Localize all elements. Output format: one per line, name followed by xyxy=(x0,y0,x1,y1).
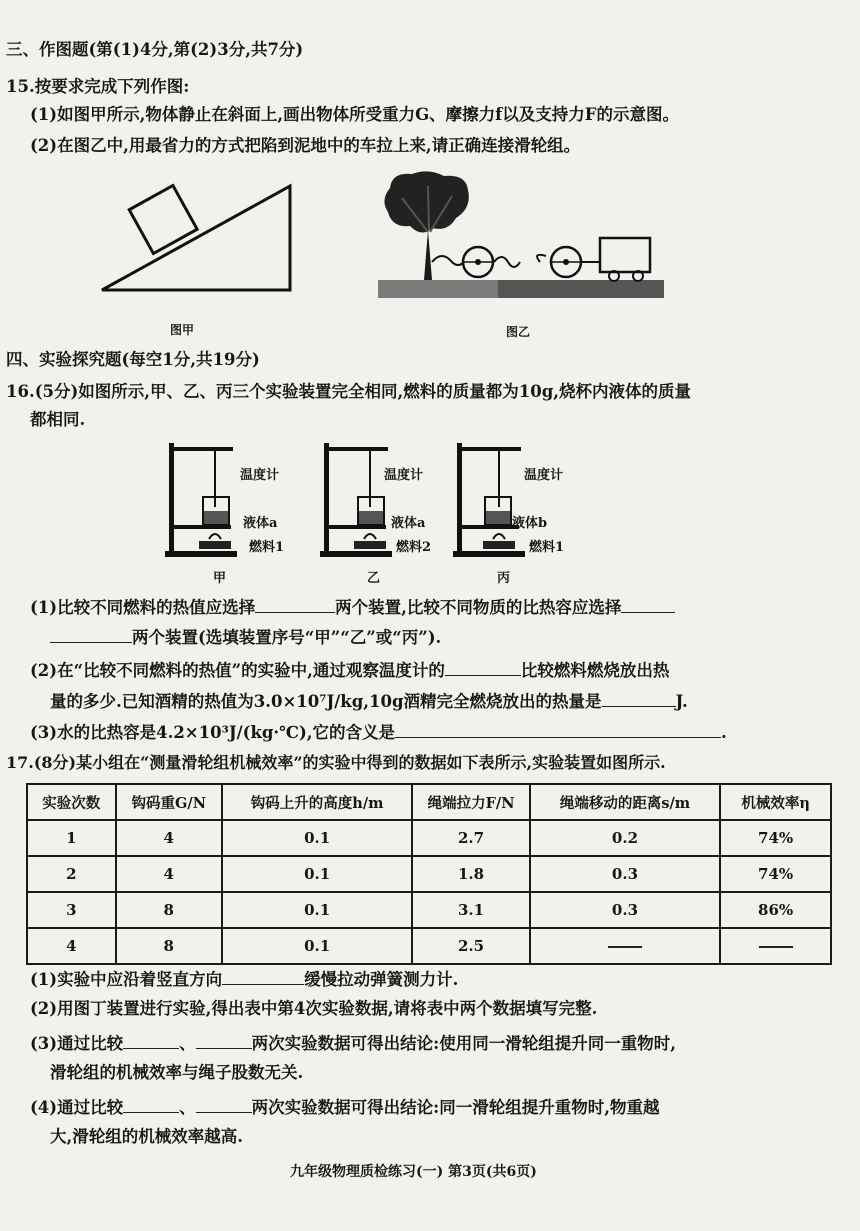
answer-blank-17-4a[interactable] xyxy=(123,1094,179,1113)
question-17-part4 xyxy=(30,1094,659,1120)
q16-2-text-b: 比较燃料燃烧放出热 xyxy=(520,661,670,680)
apparatus-bing-liquid-label: 液体b xyxy=(512,516,548,531)
section4-title: 四、实验探究题(每空1分,共19分) xyxy=(6,350,260,369)
table-header: 机械效率η xyxy=(720,784,831,820)
answer-blank-16-3[interactable] xyxy=(395,719,721,738)
table-cell: 74% xyxy=(720,820,831,856)
table-cell: 2.5 xyxy=(412,928,529,964)
q17-3-text-a: (3)通过比较 xyxy=(30,1034,124,1053)
apparatus-jia xyxy=(165,443,245,558)
apparatus-bing xyxy=(453,443,533,558)
answer-blank-16-2b[interactable] xyxy=(602,688,676,707)
apparatus-yi-thermometer-label: 温度计 xyxy=(384,468,424,483)
table-cell: 1.8 xyxy=(412,856,529,892)
table-answer-cell[interactable] xyxy=(530,928,720,964)
question-15: 15.按要求完成下列作图: xyxy=(6,77,190,96)
apparatus-yi-fuel-label: 燃料2 xyxy=(396,540,432,555)
question-16-part1 xyxy=(30,594,675,620)
q16-1-text-a: (1)比较不同燃料的热值应选择 xyxy=(30,598,256,617)
question-17: 17.(8分)某小组在“测量滑轮组机械效率”的实验中得到的数据如下表所示,实验装置如图所示. xyxy=(6,753,666,772)
section3-title: 三、作图题(第(1)4分,第(2)3分,共7分) xyxy=(6,40,304,59)
question-16-part3 xyxy=(30,719,727,745)
answer-blank-17-1[interactable] xyxy=(222,966,304,985)
question-15-part1: (1)如图甲所示,物体静止在斜面上,画出物体所受重力G、摩擦力f以及支持力F的示意图。 xyxy=(30,105,679,124)
table-cell: 0.3 xyxy=(530,856,720,892)
table-header-row xyxy=(27,784,831,820)
answer-blank-16-1b-start[interactable] xyxy=(621,594,675,613)
apparatus-bing-fuel-label: 燃料1 xyxy=(529,540,565,555)
table-cell: 74% xyxy=(720,856,831,892)
answer-blank-16-2a[interactable] xyxy=(445,657,521,676)
table-cell: 4 xyxy=(27,928,116,964)
apparatus-jia-liquid-label: 液体a xyxy=(243,516,278,531)
q17-4-text-c: 两次实验数据可得出结论:同一滑轮组提升重物时,物重越 xyxy=(251,1098,660,1117)
table-row xyxy=(27,856,831,892)
table-cell: 8 xyxy=(116,892,222,928)
apparatus-jia-caption: 甲 xyxy=(213,571,227,586)
q17-3-text-b: 、 xyxy=(179,1034,196,1053)
table-cell: 4 xyxy=(116,856,222,892)
table-header: 绳端拉力F/N xyxy=(412,784,529,820)
table-header: 实验次数 xyxy=(27,784,116,820)
figure-jia-caption: 图甲 xyxy=(170,323,195,337)
apparatus-jia-fuel-label: 燃料1 xyxy=(249,540,285,555)
q17-4-text-a: (4)通过比较 xyxy=(30,1098,124,1117)
apparatus-bing-thermometer-label: 温度计 xyxy=(524,468,564,483)
table-cell: 0.2 xyxy=(530,820,720,856)
q16-3-text-a: (3)水的比热容是4.2×10³J/(kg·℃),它的含义是 xyxy=(30,723,395,742)
question-16-line1: 16.(5分)如图所示,甲、乙、丙三个实验装置完全相同,燃料的质量都为10g,烧杯内液体的质量 xyxy=(6,382,692,401)
table-cell: 8 xyxy=(116,928,222,964)
table-cell: 0.1 xyxy=(222,820,412,856)
table-answer-cell[interactable] xyxy=(720,928,831,964)
table-cell: 1 xyxy=(27,820,116,856)
question-17-part4-cont: 大,滑轮组的机械效率越高. xyxy=(50,1127,243,1146)
q17-1-text-a: (1)实验中应沿着竖直方向 xyxy=(30,970,223,989)
question-17-part1 xyxy=(30,966,458,992)
answer-blank-17-3a[interactable] xyxy=(123,1030,179,1049)
table-header: 绳端移动的距离s/m xyxy=(530,784,720,820)
answer-blank-16-1a[interactable] xyxy=(255,594,335,613)
table-row xyxy=(27,928,831,964)
table-row xyxy=(27,820,831,856)
question-16-part2-cont xyxy=(50,688,688,714)
apparatus-jia-thermometer-label: 温度计 xyxy=(240,468,280,483)
table-cell: 2 xyxy=(27,856,116,892)
q16-1-text-c: 两个装置(选填装置序号“甲”“乙”或“丙”). xyxy=(132,628,442,647)
table-cell: 0.1 xyxy=(222,928,412,964)
question-16-part1-cont xyxy=(50,624,441,650)
answer-blank-17-4b[interactable] xyxy=(196,1094,252,1113)
q16-1-text-b: 两个装置,比较不同物质的比热容应选择 xyxy=(335,598,622,617)
table-row xyxy=(27,892,831,928)
q17-1-text-b: 缓慢拉动弹簧测力计. xyxy=(304,970,459,989)
table-cell: 0.1 xyxy=(222,892,412,928)
q16-2-text-a: (2)在“比较不同燃料的热值”的实验中,通过观察温度计的 xyxy=(30,661,445,680)
table-cell: 2.7 xyxy=(412,820,529,856)
apparatus-yi-liquid-label: 液体a xyxy=(391,516,426,531)
page-footer: 九年级物理质检练习(一) 第3页(共6页) xyxy=(290,1164,537,1180)
table-cell: 4 xyxy=(116,820,222,856)
q16-2-text-c: 量的多少.已知酒精的热值为3.0×10⁷J/kg,10g酒精完全燃烧放出的热量是 xyxy=(50,692,602,711)
question-17-part3 xyxy=(30,1030,676,1056)
question-16-part2 xyxy=(30,657,669,683)
table-cell: 0.3 xyxy=(530,892,720,928)
answer-blank-efficiency[interactable] xyxy=(759,946,793,948)
table-cell: 3 xyxy=(27,892,116,928)
q17-4-text-b: 、 xyxy=(179,1098,196,1117)
table-header: 钩码重G/N xyxy=(116,784,222,820)
question-16-line2: 都相同. xyxy=(30,410,86,429)
apparatus-yi-caption: 乙 xyxy=(367,571,381,586)
table-header: 钩码上升的高度h/m xyxy=(222,784,412,820)
q17-3-text-c: 两次实验数据可得出结论:使用同一滑轮组提升同一重物时, xyxy=(251,1034,676,1053)
figure-yi-caption: 图乙 xyxy=(506,325,531,339)
table-cell: 86% xyxy=(720,892,831,928)
table-cell: 3.1 xyxy=(412,892,529,928)
question-17-part3-cont: 滑轮组的机械效率与绳子股数无关. xyxy=(50,1063,304,1082)
q16-3-text-b: . xyxy=(721,723,727,742)
table-cell: 0.1 xyxy=(222,856,412,892)
q16-2-text-d: J. xyxy=(675,692,688,711)
answer-blank-17-3b[interactable] xyxy=(196,1030,252,1049)
experiment-data-table xyxy=(26,783,832,965)
answer-blank-16-1b[interactable] xyxy=(50,624,132,643)
question-15-part2: (2)在图乙中,用最省力的方式把陷到泥地中的车拉上来,请正确连接滑轮组。 xyxy=(30,136,581,155)
incline-diagram xyxy=(90,180,300,295)
answer-blank-distance[interactable] xyxy=(608,946,642,948)
apparatus-bing-caption: 丙 xyxy=(497,571,511,586)
pulley-cart-diagram xyxy=(372,168,668,302)
apparatus-yi xyxy=(320,443,400,558)
question-17-part2: (2)用图丁装置进行实验,得出表中第4次实验数据,请将表中两个数据填写完整. xyxy=(30,999,598,1018)
